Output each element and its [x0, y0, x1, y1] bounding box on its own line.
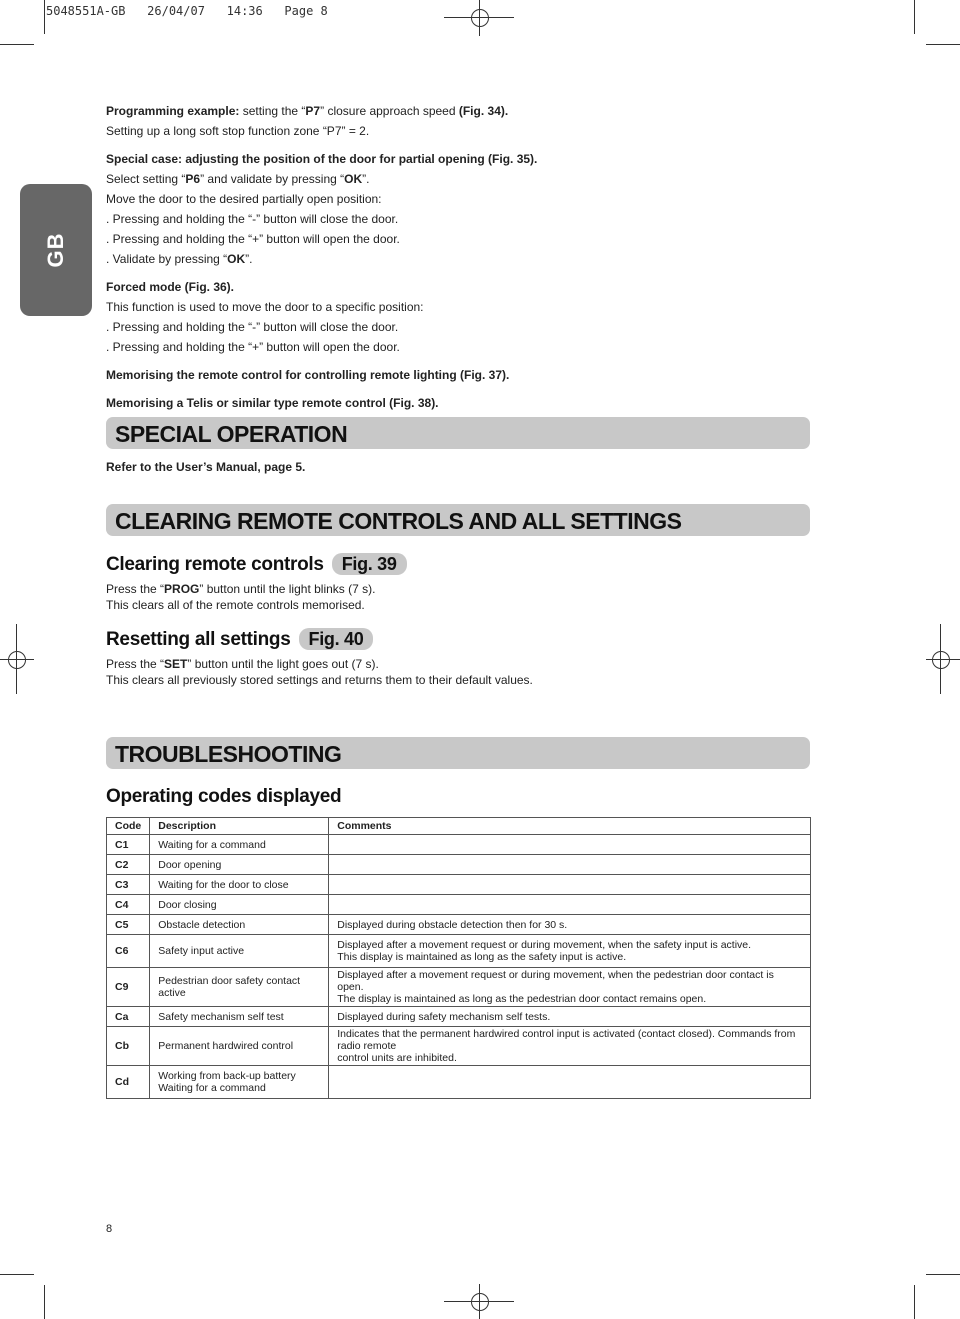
col-code: Code — [107, 818, 150, 835]
table-row: C2 Door opening — [107, 855, 811, 875]
table-row: C9 Pedestrian door safety contact active Displayed after a movement request or during movement, when the pedestrian door contact is open. The display is maintained as long as the pedestrian door contact remains open. — [107, 968, 811, 1007]
clearing-title: CLEARING REMOTE CONTROLS AND ALL SETTINGS — [115, 508, 682, 534]
clearing-remote-line2: This clears all of the remote controls memorised. — [106, 598, 365, 612]
table-row: Cd Working from back-up battery Waiting for a command — [107, 1066, 811, 1099]
clearing-remote-heading: Clearing remote controls Fig. 39 — [106, 553, 407, 576]
validate-step-line: . Validate by pressing “OK”. — [106, 252, 253, 266]
open-step-line: . Pressing and holding the “+” button will open the door. — [106, 232, 400, 246]
forced-mode-intro: This function is used to move the door to a specific position: — [106, 300, 424, 314]
select-setting-line: Select setting “P6” and validate by pressing “OK”. — [106, 172, 370, 186]
print-header: 5048551A-GB 26/04/07 14:36 Page 8 — [46, 4, 328, 18]
table-row: C4 Door closing — [107, 895, 811, 915]
reset-line1: Press the “SET” button until the light goes out (7 s). — [106, 657, 379, 671]
page-number: 8 — [106, 1223, 113, 1235]
forced-open-step: . Pressing and holding the “+” button will open the door. — [106, 340, 400, 354]
reset-settings-heading: Resetting all settings Fig. 40 — [106, 628, 373, 651]
programming-example-line: Programming example: setting the “P7” closure approach speed (Fig. 34). — [106, 104, 509, 118]
soft-stop-line: Setting up a long soft stop function zone “P7” = 2. — [106, 124, 370, 138]
table-row: C3 Waiting for the door to close — [107, 875, 811, 895]
language-tab — [20, 184, 92, 316]
table-row: C1 Waiting for a command — [107, 835, 811, 855]
special-case-heading: Special case: adjusting the position of the door for partial opening (Fig. 35). — [106, 152, 538, 166]
special-operation-title: SPECIAL OPERATION — [115, 421, 348, 447]
language-tab-label: GB — [43, 232, 68, 268]
reset-line2: This clears all previously stored settings and returns them to their default values. — [106, 673, 533, 687]
forced-close-step: . Pressing and holding the “-” button will close the door. — [106, 320, 399, 334]
memorising-lighting: Memorising the remote control for controlling remote lighting (Fig. 37). — [106, 368, 510, 382]
special-operation-bar — [106, 417, 810, 449]
troubleshooting-bar — [106, 737, 810, 769]
fig-39-badge: Fig. 39 — [332, 553, 407, 575]
table-row: Cb Permanent hardwired control Indicates that the permanent hardwired control input is activated (contact closed). Commands from radio remote control units are inhibited. — [107, 1027, 811, 1066]
forced-mode-heading: Forced mode (Fig. 36). — [106, 280, 235, 294]
special-operation-text: Refer to the User’s Manual, page 5. — [106, 460, 306, 474]
col-comments: Comments — [329, 818, 811, 835]
table-row: C5 Obstacle detection Displayed during obstacle detection then for 30 s. — [107, 915, 811, 935]
memorising-telis: Memorising a Telis or similar type remote control (Fig. 38). — [106, 396, 439, 410]
table-header-row — [107, 818, 811, 835]
clearing-remote-line1: Press the “PROG” button until the light blinks (7 s). — [106, 582, 376, 596]
col-description: Description — [150, 818, 329, 835]
troubleshooting-title: TROUBLESHOOTING — [115, 741, 342, 767]
fig-40-badge: Fig. 40 — [299, 628, 374, 650]
close-step-line: . Pressing and holding the “-” button will close the door. — [106, 212, 399, 226]
clearing-bar — [106, 504, 810, 536]
table-row: C6 Safety input active Displayed after a movement request or during movement, when the safety input is active. This display is maintained as long as the safety input is active. — [107, 935, 811, 968]
operating-codes-table — [106, 817, 811, 1099]
operating-codes-heading: Operating codes displayed — [106, 786, 342, 807]
table-row: Ca Safety mechanism self test Displayed during safety mechanism self tests. — [107, 1007, 811, 1027]
move-door-line: Move the door to the desired partially open position: — [106, 192, 382, 206]
